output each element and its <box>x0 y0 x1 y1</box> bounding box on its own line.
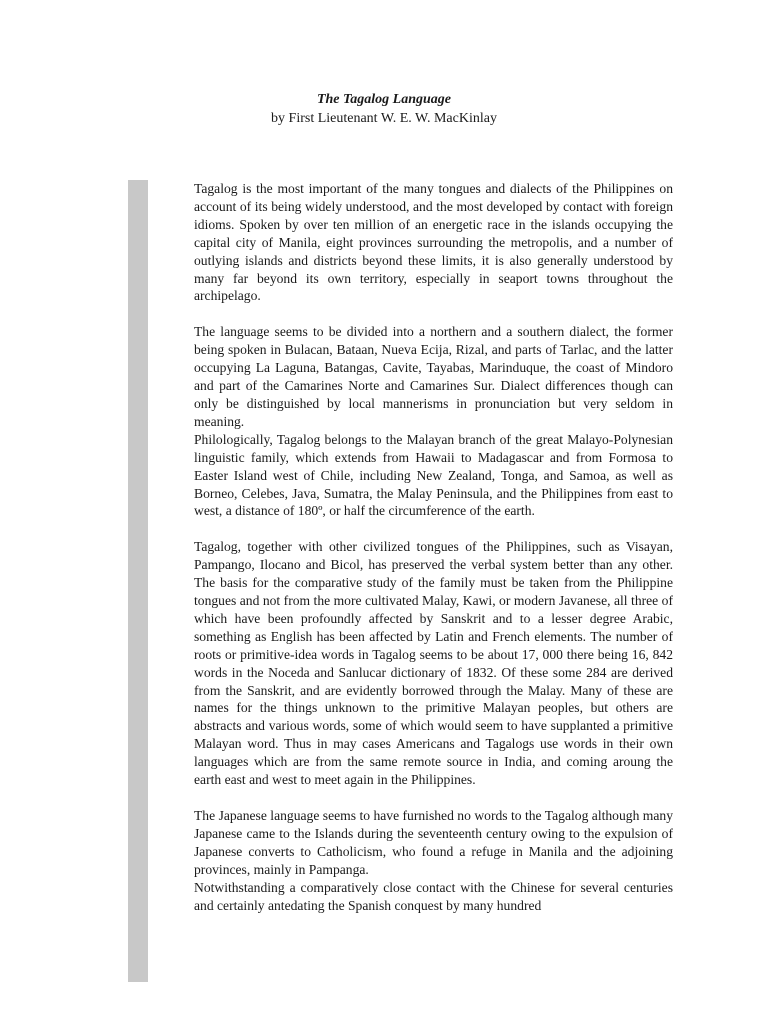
paragraph: The Japanese language seems to have furnished no words to the Tagalog although many Japanese came to the Islands during the seventeenth century owing to the expulsion of Japanese converts to Catholicism, who found a refuge in Manila and the adjoining provinces, mainly in Pampanga. <box>194 808 673 877</box>
document-body <box>194 180 673 980</box>
paragraph: Philologically, Tagalog belongs to the Malayan branch of the great Malayo-Polynesian linguistic family, which extends from Hawaii to Madagascar and from Formosa to Easter Island west of Chile, including New Zealand, Tonga, and Samoa, as well as Borneo, Celebes, Java, Sumatra, the Malay Peninsula, and the Philippines from east to west, a distance of 180º, or half the circumference of the earth. <box>194 431 673 519</box>
document-title: The Tagalog Language <box>316 92 452 107</box>
document-header <box>0 90 768 128</box>
paragraph: Notwithstanding a comparatively close contact with the Chinese for several centuries and certainly antedating the Spanish conquest by many hundred <box>194 879 673 913</box>
document-byline: by First Lieutenant W. E. W. MacKinlay <box>271 111 497 126</box>
paragraph: The language seems to be divided into a northern and a southern dialect, the former being spoken in Bulacan, Bataan, Nueva Ecija, Rizal, and parts of Tarlac, and the latter occupying La Laguna, Batangas, Cavite, Tayabas, Marinduque, the coast of Mindoro and part of the Camarines Norte and Camarines Sur. Dialect differences though can only be distinguished by local mannerisms in pronunciation but very seldom in meaning. <box>194 324 673 429</box>
margin-bar <box>128 180 148 982</box>
paragraph: Tagalog is the most important of the many tongues and dialects of the Philippines on account of its being widely understood, and the most developed by contact with foreign idioms. Spoken by over ten million of an energetic race in the islands occupying the capital city of Manila, eight provinces surrounding the metropolis, and a number of outlying islands and districts beyond these limits, it is also generally understood by many far beyond its own territory, especially in seaport towns throughout the archipelago. <box>194 181 673 304</box>
paragraph: Tagalog, together with other civilized tongues of the Philippines, such as Visayan, Pampango, Ilocano and Bicol, has preserved the verbal system better than any other. The basis for the comparative study of the family must be taken from the Philippine tongues and not from the more cultivated Malay, Kawi, or modern Javanese, all three of which have been profoundly affected by Sanskrit and to a lesser degree Arabic, something as English has been affected by Latin and French elements. The number of roots or primitive-idea words in Tagalog seems to be about 17, 000 there being 16, 842 words in the Noceda and Sanlucar dictionary of 1832. Of these some 284 are derived from the Sanskrit, and are evidently borrowed through the Malay. Many of these are names for the things unknown to the primitive Malayan peoples, but others are abstracts and various words, some of which would seem to have supplanted a primitive Malayan word. Thus in may cases Americans and Tagalogs use words in their own languages which are from the same remote source in India, and coming aroung the earth east and west to meet again in the Philippines. <box>194 539 673 788</box>
